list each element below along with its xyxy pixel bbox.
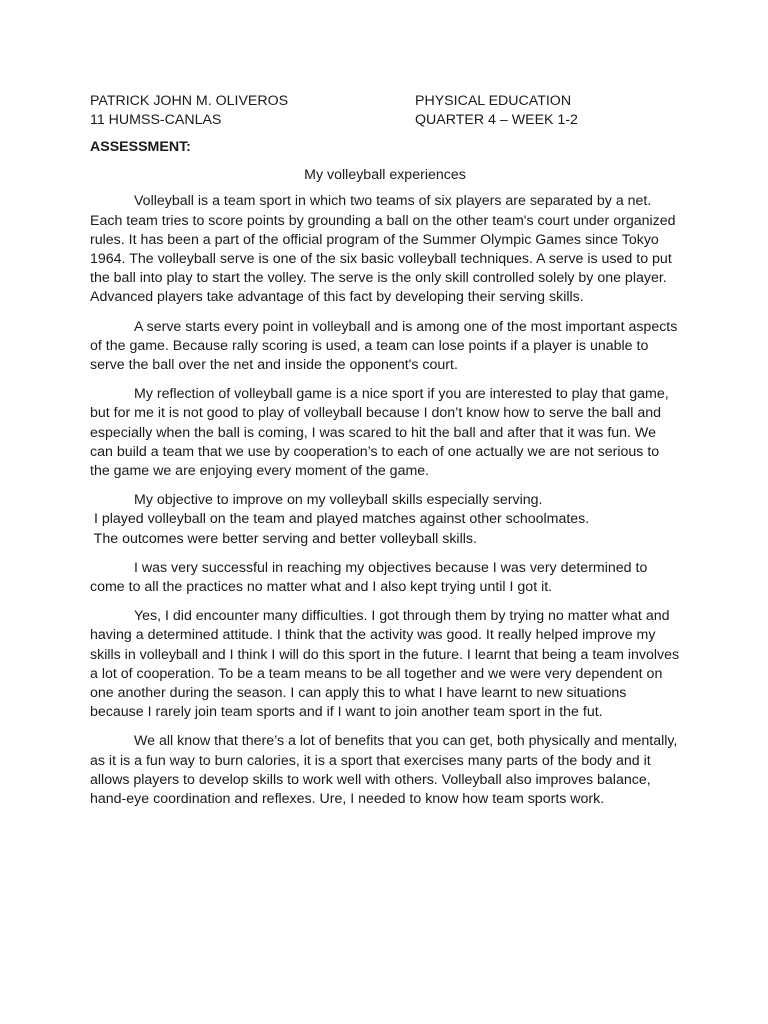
objective-line: My objective to improve on my volleyball skills especially serving. [134,492,543,509]
student-name: PATRICK JOHN M. OLIVEROS [90,93,289,109]
document-header [90,92,680,130]
paragraph: Volleyball is a team sport in which two teams of six players are separated by a net. Each team tries to score points by grounding a ball on the other team's court under organized rules. It has been a part of the official program of the Summer Olympic Games since Tokyo 1964. The volleyball serve is one of the six basic volleyball techniques. A serve is used to put the ball into play to start the volley. The serve is the only skill controlled solely by one player. Advanced players take advantage of this fact by developing their serving skills. [90,193,676,306]
objective-line: The outcomes were better serving and better volleyball skills. [90,530,477,547]
subject-info [415,92,578,130]
paragraph: We all know that there’s a lot of benefits that you can get, both physically and mentally, as it is a fun way to burn calories, it is a sport that exercises many parts of the body and it allows players to develop skills to work well with others. Volleyball also improves balance, hand-eye coordination and reflexes. Ure, I needed to know how team sports work. [90,733,678,808]
paragraph: My reflection of volleyball game is a nice sport if you are interested to play that game, but for me it is not good to play of volleyball because I don’t know how to serve the ball and especially when the ball is coming, I was scared to hit the ball and after that it was fun. We can build a team that we use by cooperation’s to each of one actually we are not serious to the game we are enjoying every moment of the game. [90,386,669,480]
document-page [90,92,680,819]
quarter-week: QUARTER 4 – WEEK 1-2 [415,112,578,129]
subject-name: PHYSICAL EDUCATION [415,93,572,109]
objective-block [90,491,680,549]
paragraph: I was very successful in reaching my objectives because I was very determined to come to all the practices no matter what and I also kept trying until I got it. [90,559,648,596]
student-section: 11 HUMSS-CANLAS [90,112,222,129]
assessment-heading: ASSESSMENT: [90,139,191,155]
essay-title: My volleyball experiences [304,167,466,184]
paragraph: Yes, I did encounter many difficulties. I got through them by trying no matter what and having a determined attitude. I think that the activity was good. It really helped improve my skills in volleyball and I think I will do this sport in the future. I learnt that being a team involves a lot of cooperation. To be a team means to be all together and we were very dependent on one another during the season. I can apply this to what I have learnt to new situations because I rarely join team sports and if I want to join another team sport in the fut. [90,608,680,721]
paragraph: A serve starts every point in volleyball and is among one of the most important aspects of the game. Because rally scoring is used, a team can lose points if a player is unable to serve the ball over the net and inside the opponent's court. [90,318,678,374]
student-info [90,92,288,130]
objective-line: I played volleyball on the team and played matches against other schoolmates. [90,511,590,528]
